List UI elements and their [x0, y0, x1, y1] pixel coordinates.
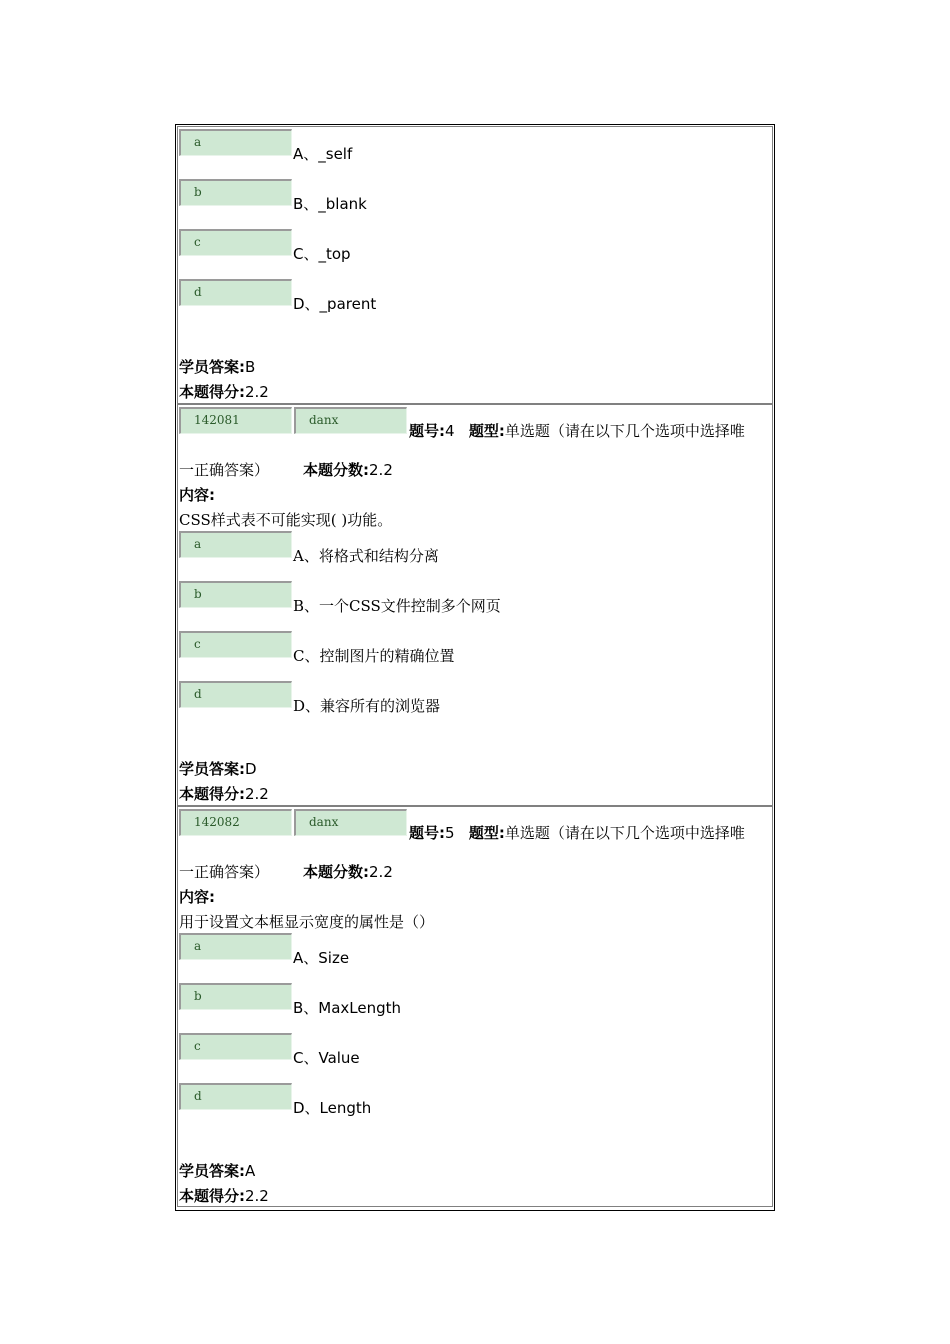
option-text-a: A、将格式和结构分离 [293, 547, 439, 565]
option-box-b[interactable]: b [179, 581, 292, 608]
points-label: 本题分数: [303, 461, 370, 479]
type-value-line1: 单选题（请在以下几个选项中选择唯 [504, 824, 745, 842]
type-label: 题型: [468, 422, 505, 440]
question-score [179, 1187, 269, 1205]
number-value: 4 [445, 422, 455, 440]
option-text-d: D、Length [293, 1099, 372, 1117]
option-text-c: C、_top [293, 245, 351, 263]
student-answer-value: B [245, 358, 256, 376]
question-score-label: 本题得分: [179, 383, 245, 401]
question-score-label: 本题得分: [179, 1187, 245, 1205]
option-text-d: D、_parent [293, 295, 377, 313]
student-answer-label: 学员答案: [179, 760, 245, 778]
option-box-d[interactable]: d [179, 1083, 292, 1110]
option-box-a[interactable]: a [179, 531, 292, 558]
type-label: 题型: [468, 824, 505, 842]
number-label: 题号: [409, 422, 445, 440]
type-value-line2: 一正确答案） [179, 863, 270, 881]
option-box-d[interactable]: d [179, 279, 292, 306]
question-score [179, 785, 269, 803]
student-answer-value: D [245, 760, 257, 778]
option-box-a[interactable]: a [179, 933, 292, 960]
option-box-d[interactable]: d [179, 681, 292, 708]
option-box-b[interactable]: b [179, 983, 292, 1010]
question-meta-line1 [409, 422, 745, 440]
question-score-value: 2.2 [245, 785, 269, 803]
question-text: 用于设置文本框显示宽度的属性是（） [179, 913, 435, 931]
question-meta-line1 [409, 824, 745, 842]
option-text-a: A、_self [293, 145, 353, 163]
question-meta-line2 [179, 461, 393, 479]
question-score-label: 本题得分: [179, 785, 245, 803]
student-answer-label: 学员答案: [179, 1162, 245, 1180]
question-table [175, 124, 775, 1211]
points-value: 2.2 [369, 863, 393, 881]
option-box-c[interactable]: c [179, 1033, 292, 1060]
question-score-value: 2.2 [245, 1187, 269, 1205]
option-text-b: B、一个CSS文件控制多个网页 [293, 597, 501, 615]
option-box-b[interactable]: b [179, 179, 292, 206]
student-answer [179, 1162, 255, 1180]
question-type-code-field[interactable]: danx [294, 809, 407, 836]
question-type-code-field[interactable]: danx [294, 407, 407, 434]
question-score [179, 383, 269, 401]
points-value: 2.2 [369, 461, 393, 479]
question-id-field[interactable]: 142081 [179, 407, 292, 434]
question-block-5 [177, 806, 773, 1207]
content-label: 内容: [179, 486, 215, 504]
option-text-b: B、MaxLength [293, 999, 402, 1017]
question-block-4 [177, 404, 773, 806]
option-box-c[interactable]: c [179, 631, 292, 658]
type-value-line2: 一正确答案） [179, 461, 270, 479]
option-text-c: C、控制图片的精确位置 [293, 647, 455, 665]
option-text-d: D、兼容所有的浏览器 [293, 697, 441, 715]
student-answer [179, 760, 257, 778]
question-block-3 [177, 126, 773, 404]
option-text-c: C、Value [293, 1049, 360, 1067]
option-box-c[interactable]: c [179, 229, 292, 256]
type-value-line1: 单选题（请在以下几个选项中选择唯 [504, 422, 745, 440]
option-box-a[interactable]: a [179, 129, 292, 156]
number-value: 5 [445, 824, 455, 842]
student-answer [179, 358, 255, 376]
content-label: 内容: [179, 888, 215, 906]
student-answer-label: 学员答案: [179, 358, 245, 376]
question-score-value: 2.2 [245, 383, 269, 401]
option-text-b: B、_blank [293, 195, 367, 213]
question-meta-line2 [179, 863, 393, 881]
question-text: CSS样式表不可能实现( )功能。 [179, 511, 393, 529]
student-answer-value: A [245, 1162, 256, 1180]
question-id-field[interactable]: 142082 [179, 809, 292, 836]
points-label: 本题分数: [303, 863, 370, 881]
number-label: 题号: [409, 824, 445, 842]
option-text-a: A、Size [293, 949, 350, 967]
